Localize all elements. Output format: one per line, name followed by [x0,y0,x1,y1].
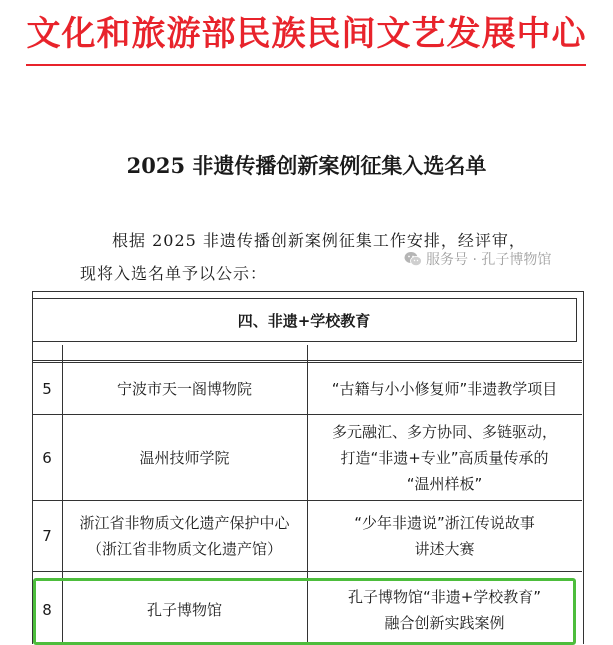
case-name-line: 讲述大赛 [414,540,475,558]
row-number: 8 [42,600,52,619]
unit-name: 孔子博物馆 [146,600,222,619]
unit-name-line: （浙江省非物质文化遗产馆） [86,540,282,558]
row-number: 5 [42,379,52,398]
table-section-title: 四、非遗+学校教育 [32,298,577,342]
unit-name: 宁波市天一阁博物院 [116,379,252,398]
document-title: 2025 非遗传播创新案例征集入选名单 [126,153,487,178]
watermark-text: 服务号 · 孔子博物馆 [426,252,552,268]
case-name-line: 打造“非遗+专业”高质量传承的 [340,448,549,467]
row-number: 7 [42,527,52,545]
case-name-line: “少年非遗说”浙江传说故事 [354,514,535,532]
case-name-line: “温州样板” [406,474,483,493]
intro-paragraph-line-1: 根据 2025 非遗传播创新案例征集工作安排，经评审， [112,231,526,250]
case-name [307,415,582,500]
case-name-line: 融合创新实践案例 [384,613,505,632]
case-name-line: 孔子博物馆“非遗+学校教育” [347,587,542,606]
case-name: “古籍与小小修复师”非遗教学项目 [331,379,558,398]
case-name [307,501,582,571]
unit-name-line: 浙江省非物质文化遗产保护中心 [79,514,290,532]
unit-name [62,501,307,571]
highlight-box [33,578,576,645]
unit-name: 温州技师学院 [139,448,230,467]
wechat-icon [404,251,422,267]
org-header-title: 文化和旅游部民族民间文艺发展中心 [26,14,587,54]
row-number: 6 [42,448,52,467]
header-divider [26,64,586,66]
case-name-line: 多元融汇、多方协同、多链驱动， [331,422,557,441]
intro-paragraph-line-2: 现将入选名单予以公示： [80,264,268,283]
watermark [404,249,551,269]
